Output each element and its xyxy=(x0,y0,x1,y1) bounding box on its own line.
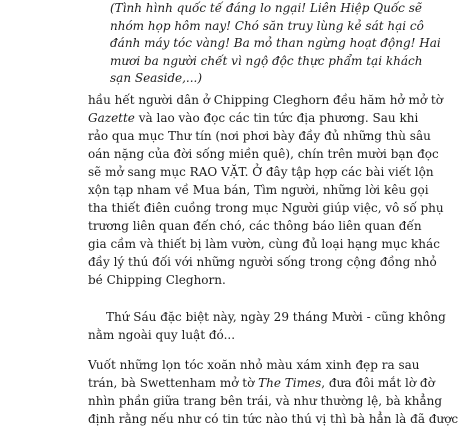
text-line: rảo qua mục Thư tín (nơi phơi bày đầy đủ những thù sâu xyxy=(88,129,431,143)
text-line: hầu hết người dân ở Chipping Cleghorn đều hăm hở mở tờ xyxy=(88,93,443,107)
text-line: nằm ngoài quy luật đó... xyxy=(88,328,236,342)
body-paragraph-1 xyxy=(88,91,444,289)
text-line: định rằng nếu như có tin tức nào thú vị thì bà hẳn là đã được xyxy=(88,412,458,426)
italic-quote xyxy=(110,0,441,88)
text-line: Gazette và lao vào đọc các tin tức địa phương. Sau khi xyxy=(88,111,419,125)
text-line: bé Chipping Cleghorn. xyxy=(88,273,226,287)
body-paragraph-2 xyxy=(88,308,446,344)
text-line: gia cầm và thiết bị làm vườn, cùng đủ loại hạng mục khác xyxy=(88,237,440,251)
quote-line: nhóm họp hôm nay! Chó săn truy lùng kẻ sát hại cô xyxy=(110,18,424,33)
text-line: trương liên quan đến chó, các thông báo liên quan đến xyxy=(88,219,422,233)
quote-line: đánh máy tóc vàng! Ba mỏ than ngừng hoạt động! Hai xyxy=(110,36,441,50)
quote-line: mươi ba người chết vì ngộ độc thực phẩm tại khách xyxy=(110,53,423,68)
text-line: Vuốt những lọn tóc xoăn nhỏ màu xám xinh đẹp ra sau xyxy=(88,358,420,372)
quote-line: sạn Seaside,...) xyxy=(110,71,203,85)
text-line: trán, bà Swettenham mở tờ The Times, đưa đôi mắt lờ đờ xyxy=(88,376,435,390)
text-line: xộn tạp nham về Mua bán, Tìm người, những lời kêu gọi xyxy=(88,183,429,197)
text-line: oán nặng của đời sống miền quê), chín trên mười bạn đọc xyxy=(88,147,439,161)
text-line: nhìn phần giữa trang bên trái, và như thường lệ, bà khẳng xyxy=(88,394,443,408)
text-line: đầy lý thú đối với những người sống trong cộng đồng nhỏ xyxy=(88,255,437,269)
text-line: Thứ Sáu đặc biệt này, ngày 29 tháng Mười - cũng không xyxy=(106,310,446,324)
body-paragraph-3 xyxy=(88,356,458,428)
text-line: tha thiết điên cuồng trong mục Người giúp việc, vô số phụ xyxy=(88,201,444,215)
text-line: sẽ mở sang mục RAO VẶT. Ở đây tập hợp các bài viết lộn xyxy=(88,165,434,179)
quote-line: (Tình hình quốc tế đáng lo ngại! Liên Hiệp Quốc sẽ xyxy=(110,1,422,15)
